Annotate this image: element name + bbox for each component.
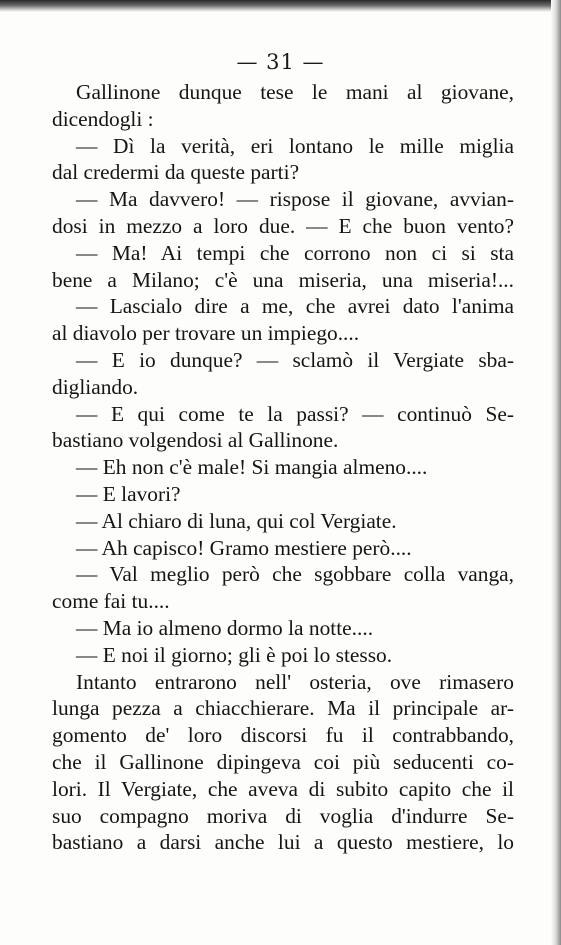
page-binding-shadow [551,0,561,945]
text-line: Intanto entrarono nell' osteria, ove rimasero [76,669,514,694]
text-line: che il Gallinone dipingeva coi più seducenti co- [52,749,514,774]
text-line: — E noi il giorno; gli è poi lo stesso. [76,642,393,667]
body-text [52,79,514,856]
text-line: bastiano a darsi anche lui a questo mestiere, lo [52,830,514,855]
text-line: — E io dunque? — sclamò il Vergiate sba- [76,347,514,372]
text-line: — Al chiaro di luna, qui col Vergiate. [76,508,397,533]
text-line: gomento de' loro discorsi fu il contrabbando, [52,723,514,748]
text-line: — Lascialo dire a me, che avrei dato l'anima [76,294,514,319]
text-line: — E lavori? [76,481,181,506]
text-line: — E qui come te la passi? — continuò Se- [76,401,514,426]
text-line: bene a Milano; c'è una miseria, una miseria!... [52,267,514,292]
text-line: al diavolo per trovare un impiego.... [52,321,360,346]
text-line: suo compagno moriva di voglia d'indurre Se- [52,803,514,828]
text-line: lunga pezza a chiacchierare. Ma il principale ar- [52,696,514,721]
text-line: — Ma davvero! — rispose il giovane, avvian- [76,187,514,212]
text-line: — Val meglio però che sgobbare colla vanga, [76,562,514,587]
text-line: — Ma! Ai tempi che corrono non ci si sta [76,240,514,265]
text-line: dal credermi da queste parti? [52,160,300,185]
text-line: — Eh non c'è male! Si mangia almeno.... [76,455,428,480]
text-line: — Dì la verità, eri lontano le mille miglia [76,133,514,158]
text-line: come fai tu.... [52,589,170,614]
text-line: Gallinone dunque tese le mani al giovane, [76,80,514,104]
text-line: digliando. [52,374,139,399]
text-line: dosi in mezzo a loro due. — E che buon vento? [52,213,514,238]
page-top-shadow [0,0,561,12]
text-line: bastiano volgendosi al Gallinone. [52,428,339,453]
text-line: — Ma io almeno dormo la notte.... [76,615,374,640]
text-line: lori. Il Vergiate, che aveva di subito capito che il [52,776,514,801]
text-line: dicendogli : [52,106,154,131]
text-line: — Ah capisco! Gramo mestiere però.... [76,535,412,560]
page-number: — 31 — [236,50,325,74]
